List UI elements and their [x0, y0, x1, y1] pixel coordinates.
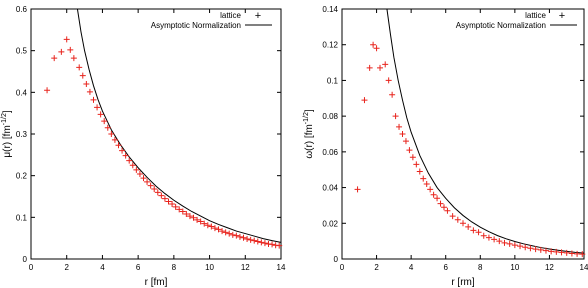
lattice-point [83, 81, 89, 87]
lattice-point [361, 97, 367, 103]
y-axis-label-exponent: -1/2 [303, 112, 310, 125]
lattice-point [91, 97, 97, 103]
lattice-point [406, 147, 412, 153]
lattice-point [455, 217, 461, 223]
lattice-point [400, 131, 406, 137]
lattice-point [374, 45, 380, 51]
lattice-point [126, 158, 132, 164]
x-tick-labels [29, 263, 286, 272]
lattice-point [377, 65, 383, 71]
chart-mu-panel [1, 5, 286, 288]
x-tick-label: 6 [443, 263, 448, 272]
lattice-point [158, 193, 164, 199]
lattice-point [355, 186, 361, 192]
lattice-point [64, 36, 70, 42]
chart-omega-panel [303, 5, 588, 288]
x-tick-labels [340, 263, 588, 272]
x-tick-label: 14 [579, 263, 588, 272]
lattice-point [386, 77, 392, 83]
x-tick-label: 4 [100, 263, 105, 272]
y-tick-label: 0.06 [322, 147, 338, 157]
y-tick-label: 0.12 [322, 40, 338, 50]
y-tick-labels [322, 5, 338, 264]
legend-label-asymptotic: Asymptotic Normalization [150, 21, 241, 30]
lattice-point [382, 61, 388, 67]
lattice-point [230, 232, 236, 238]
x-axis-label: r [fm] [144, 277, 168, 288]
y-tick-label: 0.08 [322, 112, 338, 122]
lattice-point [450, 213, 456, 219]
y-tick-label: 0.5 [15, 46, 27, 56]
lattice-point [87, 89, 93, 95]
x-axis-label: r [rm] [451, 277, 475, 288]
lattice-point [71, 55, 77, 61]
lattice-point [51, 55, 57, 61]
x-tick-label: 10 [205, 263, 215, 272]
lattice-point [465, 224, 471, 230]
lattice-point [123, 153, 129, 159]
x-tick-label: 8 [478, 263, 483, 272]
lattice-point [396, 124, 402, 130]
x-tick-label: 12 [544, 263, 554, 272]
y-tick-label: 0.4 [15, 88, 27, 98]
tick-marks [31, 9, 281, 259]
lattice-point [512, 242, 518, 248]
lattice-point [403, 138, 409, 144]
lattice-markers [355, 42, 586, 257]
lattice-point [517, 243, 523, 249]
x-tick-label: 2 [64, 263, 69, 272]
lattice-point [470, 227, 476, 233]
lattice-point [496, 238, 502, 244]
lattice-point [108, 131, 114, 137]
lattice-point [501, 240, 507, 246]
lattice-point [427, 186, 433, 192]
lattice-point [460, 220, 466, 226]
lattice-point [262, 240, 268, 246]
y-tick-label: 0 [22, 255, 27, 264]
y-tick-label: 0.1 [326, 76, 338, 86]
lattice-point [370, 42, 376, 48]
legend-label-asymptotic: Asymptotic Normalization [455, 21, 546, 30]
y-tick-label: 0.04 [322, 183, 338, 193]
lattice-point [441, 204, 447, 210]
x-tick-label: 12 [240, 263, 250, 272]
lattice-point [420, 176, 426, 182]
y-tick-label: 0 [333, 255, 338, 264]
legend [151, 10, 272, 30]
lattice-point [244, 236, 250, 242]
lattice-point [438, 201, 444, 207]
y-axis-label [1, 110, 13, 157]
lattice-point [389, 92, 395, 98]
lattice-point [116, 142, 122, 148]
x-tick-label: 14 [276, 263, 286, 272]
lattice-point [486, 235, 492, 241]
lattice-point [255, 239, 261, 245]
lattice-point [76, 64, 82, 70]
lattice-point [67, 47, 73, 53]
lattice-point [417, 169, 423, 175]
lattice-point [241, 235, 247, 241]
y-axis-label-close: ] [304, 109, 315, 113]
lattice-point [248, 237, 254, 243]
lattice-markers [44, 36, 282, 248]
lattice-point [80, 73, 86, 79]
lattice-point [434, 195, 440, 201]
lattice-point [44, 87, 50, 93]
lattice-point [424, 181, 430, 187]
legend [456, 10, 577, 30]
x-tick-label: 0 [339, 263, 345, 272]
lattice-point [112, 137, 118, 143]
lattice-point [410, 154, 416, 160]
lattice-point [155, 189, 161, 195]
lattice-point [226, 231, 232, 237]
y-tick-labels [16, 5, 28, 264]
lattice-point [233, 233, 239, 239]
lattice-point [481, 233, 487, 239]
y-axis-label-base: ω(r) [fm [304, 124, 315, 159]
lattice-point [162, 196, 168, 202]
y-axis-label-close: ] [2, 110, 13, 114]
lattice-point [251, 238, 257, 244]
x-tick-label: 8 [171, 263, 177, 272]
plot-frame [31, 9, 281, 259]
y-axis-label-base: μ(r) [fm [2, 125, 13, 158]
lattice-point [431, 192, 437, 198]
lattice-point [367, 65, 373, 71]
legend-marker-lattice: + [254, 10, 262, 22]
x-tick-label: 0 [28, 263, 34, 272]
y-axis-label-exponent: -1/2 [1, 113, 8, 126]
lattice-point [237, 234, 243, 240]
lattice-point [444, 208, 450, 214]
y-tick-label: 0.2 [15, 171, 27, 181]
lattice-point [507, 241, 513, 247]
y-tick-label: 0.3 [15, 130, 27, 139]
legend-label-lattice: lattice [220, 11, 241, 20]
lattice-point [393, 113, 399, 119]
lattice-point [491, 236, 497, 242]
lattice-point [94, 104, 100, 110]
lattice-point [58, 49, 64, 55]
lattice-point [258, 239, 264, 245]
y-axis-label [303, 109, 315, 159]
x-tick-label: 6 [135, 263, 141, 272]
y-tick-label: 0.6 [15, 5, 27, 14]
x-tick-label: 4 [408, 263, 414, 272]
y-tick-label: 0.1 [15, 213, 27, 223]
lattice-point [119, 148, 125, 154]
y-tick-label: 0.02 [322, 219, 338, 229]
y-tick-label: 0.14 [322, 5, 338, 14]
lattice-point [574, 251, 580, 257]
legend-marker-lattice: + [558, 10, 566, 22]
legend-label-lattice: lattice [525, 11, 546, 20]
lattice-point [413, 161, 419, 167]
lattice-point [476, 229, 482, 235]
asymptotic-normalization-curve [387, 9, 584, 253]
x-tick-label: 2 [374, 263, 379, 272]
lattice-point [223, 229, 229, 235]
lattice-point [269, 241, 275, 247]
x-tick-label: 10 [510, 263, 520, 272]
